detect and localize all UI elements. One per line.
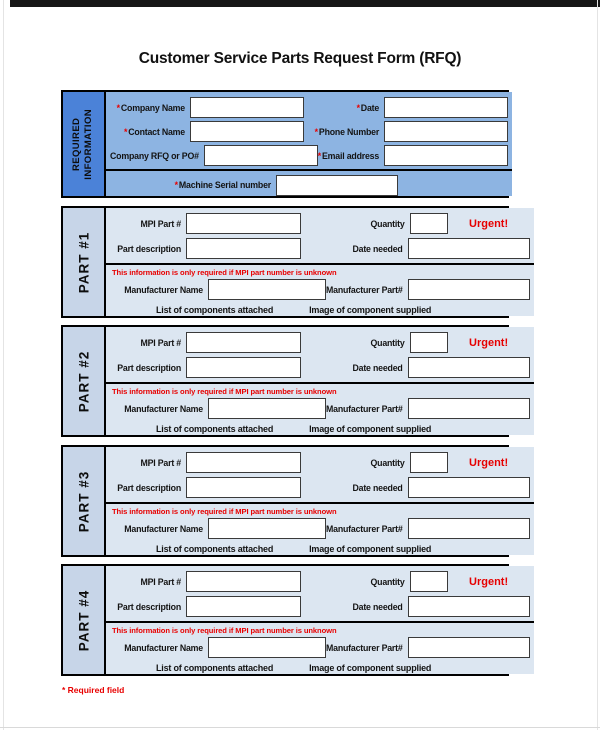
date-input[interactable] [384,97,508,118]
part-description-label: Part description [117,243,181,254]
page-edge-right [597,0,598,730]
part-4-section [61,564,509,676]
manufacturer-part-label: Manufacturer Part# [326,403,403,414]
date-needed-input[interactable] [408,477,530,498]
manufacturer-name-label: Manufacturer Name [124,403,203,414]
part-1-sidebar [63,208,106,316]
manufacturer-name-label: Manufacturer Name [124,523,203,534]
mpi-part-label: MPI Part # [140,457,181,468]
components-attached-label: List of components attached [156,663,274,673]
manufacturer-part-label: Manufacturer Part# [326,284,403,295]
phone-number-input[interactable] [384,121,508,142]
quantity-label: Quantity [370,576,405,587]
machine-serial-input[interactable] [276,175,398,196]
date-needed-label: Date needed [352,482,403,493]
date-needed-label: Date needed [352,362,403,373]
part-description-input[interactable] [186,357,301,378]
quantity-label: Quantity [370,218,405,229]
part-4-sidebar-label: PART #4 [76,589,92,651]
phone-number-label: *Phone Number [314,126,380,137]
part-2-body [106,327,534,435]
urgent-label: Urgent! [469,575,509,588]
email-address-label: *Email address [317,150,380,161]
mpi-part-label: MPI Part # [140,576,181,587]
part-description-label: Part description [117,601,181,612]
manufacturer-name-label: Manufacturer Name [124,284,203,295]
manufacturer-name-input[interactable] [208,279,326,300]
machine-serial-label: *Machine Serial number [174,180,271,190]
manufacturer-part-input[interactable] [408,637,530,658]
company-rfq-po-label: Company RFQ or PO# [110,150,199,161]
part-3-section [61,445,509,557]
manufacturer-part-input[interactable] [408,398,530,419]
date-needed-input[interactable] [408,238,530,259]
part-description-input[interactable] [186,238,301,259]
page-edge-left [3,0,4,730]
quantity-input[interactable] [410,213,448,234]
part-3-sidebar-label: PART #3 [76,470,92,532]
manufacturer-part-label: Manufacturer Part# [326,523,403,534]
mpi-unknown-note: This information is only required if MPI part number is unknown [112,626,337,635]
urgent-label: Urgent! [469,217,509,230]
part-2-section [61,325,509,437]
part-1-section [61,206,509,318]
components-attached-label: List of components attached [156,424,274,434]
company-rfq-po-input[interactable] [204,145,318,166]
contact-name-input[interactable] [190,121,304,142]
quantity-input[interactable] [410,452,448,473]
date-label: *Date [356,102,380,113]
top-black-bar [10,0,600,7]
mpi-part-input[interactable] [186,571,301,592]
page-title: Customer Service Parts Request Form (RFQ) [138,50,462,67]
manufacturer-name-input[interactable] [208,398,326,419]
part-description-label: Part description [117,362,181,373]
part-4-body [106,566,534,674]
date-needed-input[interactable] [408,357,530,378]
part-2-sidebar-label: PART #2 [76,350,92,412]
required-information-body [106,92,512,196]
part-1-body [106,208,534,316]
page-edge-bottom [0,727,600,728]
machine-serial-divider [106,169,512,171]
mpi-part-input[interactable] [186,332,301,353]
part-description-label: Part description [117,482,181,493]
image-supplied-label: Image of component supplied [309,305,432,315]
required-information-section [61,90,509,198]
image-supplied-label: Image of component supplied [309,663,432,673]
mpi-part-input[interactable] [186,452,301,473]
mpi-unknown-note: This information is only required if MPI part number is unknown [112,268,337,277]
required-information-sidebar [63,92,106,196]
manufacturer-part-label: Manufacturer Part# [326,642,403,653]
date-needed-input[interactable] [408,596,530,617]
part-description-input[interactable] [186,477,301,498]
image-supplied-label: Image of component supplied [309,544,432,554]
quantity-label: Quantity [370,457,405,468]
quantity-input[interactable] [410,571,448,592]
manufacturer-part-input[interactable] [408,279,530,300]
mpi-unknown-note: This information is only required if MPI part number is unknown [112,387,337,396]
company-name-label: *Company Name [116,102,185,113]
contact-name-label: *Contact Name [124,126,185,137]
required-information-sidebar-label: REQUIRED INFORMATION [71,108,95,180]
mpi-part-label: MPI Part # [140,337,181,348]
part-description-input[interactable] [186,596,301,617]
mpi-part-label: MPI Part # [140,218,181,229]
part-2-sidebar [63,327,106,435]
urgent-label: Urgent! [469,336,509,349]
manufacturer-part-input[interactable] [408,518,530,539]
manufacturer-name-input[interactable] [208,518,326,539]
quantity-label: Quantity [370,337,405,348]
date-needed-label: Date needed [352,601,403,612]
part-3-sidebar [63,447,106,555]
image-supplied-label: Image of component supplied [309,424,432,434]
manufacturer-name-input[interactable] [208,637,326,658]
urgent-label: Urgent! [469,456,509,469]
components-attached-label: List of components attached [156,305,274,315]
date-needed-label: Date needed [352,243,403,254]
mpi-unknown-note: This information is only required if MPI part number is unknown [112,507,337,516]
quantity-input[interactable] [410,332,448,353]
part-4-sidebar [63,566,106,674]
part-3-body [106,447,534,555]
mpi-part-input[interactable] [186,213,301,234]
manufacturer-name-label: Manufacturer Name [124,642,203,653]
components-attached-label: List of components attached [156,544,274,554]
required-field-footnote: * Required field [62,685,125,695]
email-address-input[interactable] [384,145,508,166]
part-1-sidebar-label: PART #1 [76,231,92,293]
company-name-input[interactable] [190,97,304,118]
